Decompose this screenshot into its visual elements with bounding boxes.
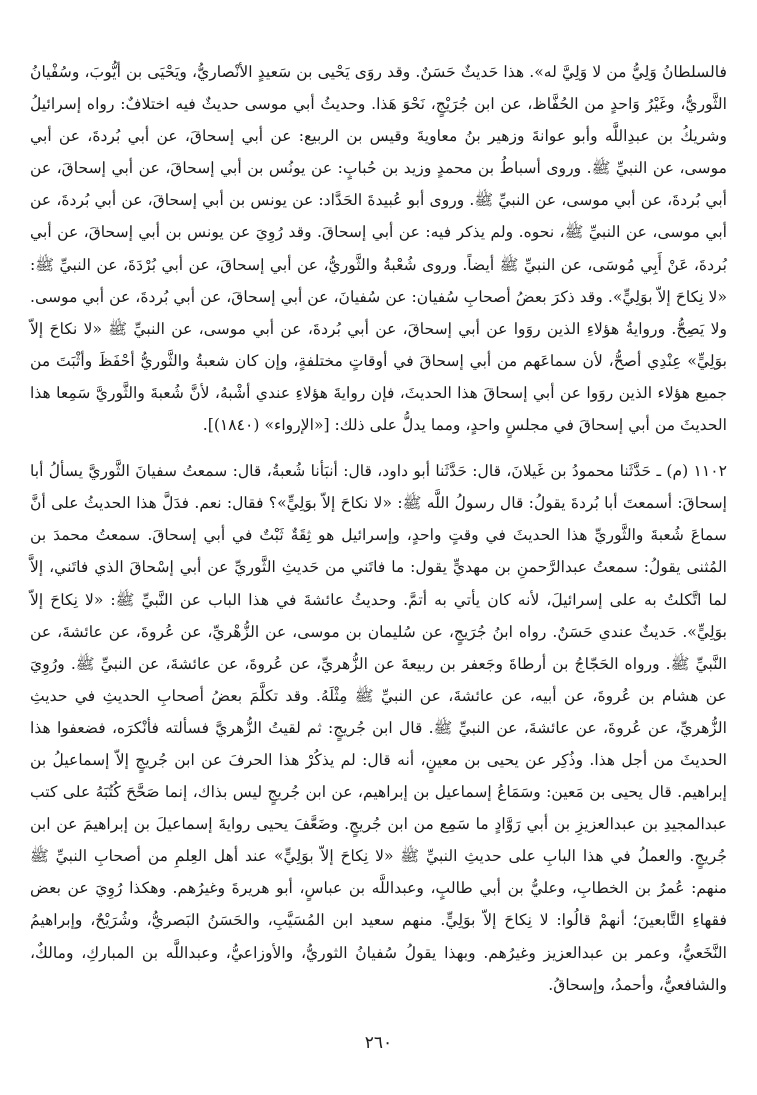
- commentary-paragraph: فالسلطانُ وَلِيُّ من لا وَلِيَّ له». هذا حَديثٌ حَسَنٌ. وقد روَى يَحْيى بن سَعيدٍ الأنْصاريُّ، ويَحْيَى بن أيُّوبَ، وسُفْيانُ الثَّوريُّ، وغَيْرُ وَاحدٍ من الحُفَّاظ، عن ابن جُرَيْجٍ، نَحْوَ هَذا. وحديثُ أبي موسى حديثٌ فيه اختلافٌ: رواه إسرائيلُ وشريكُ بن عبدِاللَّه وأبو عوانةَ وزهير بنُ معاويةَ وقيس بن الربيع: عن أبي إسحاقَ، عن أبي بُردةَ، عن أبي موسى، عن النبيِّ ﷺ. وروى أسباطُ بن محمدٍ وزيد بن حُبابٍ: عن يونُس بن أبي إسحاقَ، عن أبي إسحاقَ، عن أبي بُردةَ، عن أبي موسى، عن النبيِّ ﷺ. وروى أبو عُبيدةَ الحَدَّاد: عن يونس بن أبي إسحاقَ، عن أبي بُردةَ، عن أبي موسى، عن النبيِّ ﷺ، نحوه. ولم يذكر فيه: عن أبي إسحاقَ. وقد رُوِيَ عن يونس بن أبي إسحاقَ، عن أبي بُردةَ، عَنْ أَبِي مُوسَى، عن النبيِّ ﷺ أيضاً. وروى شُعْبةُ والثَّوريُّ، عن أبي إسحاقَ، عن أبي بُرْدَةَ، عن النبيِّ ﷺ: «لا نِكاحَ إلاّ بوَلِيٍّ». وقد ذكرَ بعضُ أصحابِ سُفيان: عن سُفيانَ، عن أبي إسحاقَ، عن أبي بُردةَ، عن أبي موسى. ولا يَصِحُّ. وروايةُ هؤلاءِ الذين روَوا عن أبي إسحاقَ، عن أبي بُردةَ، عن أبي موسى، عن النبيِّ ﷺ «لا نكاحَ إلاّ بوَلِيٍّ» عِنْدِي أصحُّ، لأن سماعَهم من أبي إسحاقَ في أوقاتٍ مختلفةٍ، وإن كان شعبةُ والثَّوريُّ أحْفَظَ وأثْبَتَ من جميع هؤلاء الذين روَوا عن أبي إسحاقَ هذا الحديثَ، فإن روايةَ هؤلاءِ عندي أشْبهُ، لأنَّ شُعبةَ والثَّوريَّ سَمِعا هذا الحديثَ من أبي إسحاقَ في مجلسٍ واحدٍ، ومما يدلُّ على ذلك: [«الإرواء» (١٨٤٠)].: [30, 63, 727, 435]
- hadith-1102-paragraph: ١١٠٢ (م) ـ حَدَّثَنا محمودُ بن غَيلانَ، قال: حَدَّثَنا أبو داود، قال: أنبَأنا شُعبةُ، قال: سمعتُ سفيانَ الثَّوريَّ يسألُ أبا إسحاقَ: أسمعتَ أبا بُردةَ يقولُ: قال رسولُ اللَّه ﷺ: «لا نكاحَ إلاّ بوَلِيٍّ»؟ فقال: نعم. فدَلَّ هذا الحديثُ على أنَّ سماعَ شُعبةَ والثَّوريِّ هذا الحديثَ في وقتٍ واحدٍ، وإسرائيل هو ثِقَةٌ ثَبْتٌ في أبي إسحاقَ. سمعتُ محمدَ بن المُثنى يقولُ: سمعتُ عبدالرَّحمنِ بن مهديٍّ يقول: ما فاتَني من حَديثِ الثَّوريِّ عن أبي إسْحاقَ الذي فاتَني، إلاَّ لما اتَّكلتُ به على إسرائيلَ، لأنه كان يأتي به أتمَّ. وحديثُ عائشةَ في هذا الباب عن النَّبيِّ ﷺ: «لا نِكاحَ إلاّ بوَلِيٍّ». حَديثٌ عندي حَسَنٌ. رواه ابنُ جُرَيجٍ، عن سُليمان بن موسى، عن الزُّهْريِّ، عن عُروةَ، عن عائشةَ، عن النَّبيِّ ﷺ. ورواه الحَجّاجُ بن أرطاةَ وجَعفر بن ربيعةَ عن الزُّهريِّ، عن عُروةَ، عن عائشةَ، عن النبيِّ ﷺ. ورُوِيَ عن هشام بن عُروةَ، عن أبيه، عن عائشةَ، عن النبيِّ ﷺ مِثْلَهُ. وقد تكلَّمَ بعضُ أصحابِ الحديثِ في حديثِ الزُّهريِّ، عن عُروةَ، عن عائشةَ، عن النبيِّ ﷺ. قال ابن جُريجٍ: ثم لقيتُ الزُّهريَّ فسألته فأنْكرَه، فضعفوا هذا الحديثَ من أجل هذا. وذُكِر عن يحيى بن معينٍ، أنه قال: لم يذكُرْ هذا الحرفَ عن ابن جُريجٍ إلاّ إسماعيلُ بن إبراهيم. قال يحيى بن مَعين: وسَمَاعُ إسماعيل بن إبراهيم، عن ابن جُريجٍ ليس بذاك، إنما صَحَّحَ كُتُبَهُ على كتب عبدالمجيدِ بن عبدالعزيزِ بن أبي رَوَّادٍ ما سَمِع من ابن جُريجٍ. وضَعَّفَ يحيى روايةَ إسماعيلَ بن إبراهيمَ عن ابن جُريجٍ. والعملُ في هذا البابِ على حديثِ النبيِّ ﷺ «لا نِكاحَ إلاّ بوَلِيٍّ» عند أهل العِلمِ من أصحابِ النبيِّ ﷺ منهم: عُمرُ بن الخطابِ، وعليُّ بن أبي طالبٍ، وعبداللَّه بن عباسٍ، أبو هريرةَ وغيرُهم. وهكذا رُوِيَ عن بعض فقهاءِ التَّابعينَ؛ أنهمْ قالُوا: لا نِكاحَ إلاّ بوَلِيٍّ. منهم سعيد ابن المُسَيَّبِ، والحَسَنُ البَصريُّ، وشُرَيْحٌ، وإبراهيمُ النَّخَعيُّ، وعمر بن عبدالعزيز وغيرُهم. وبهذا يقولُ سُفيانُ الثوريُّ، والأوزاعيُّ، وعبداللَّه بن المباركِ، ومالكٌ، والشافعيُّ، وأحمدُ، وإسحاقُ.: [30, 462, 727, 994]
- page-number: ٢٦٠: [364, 1033, 393, 1053]
- document-page: [30, 56, 727, 1055]
